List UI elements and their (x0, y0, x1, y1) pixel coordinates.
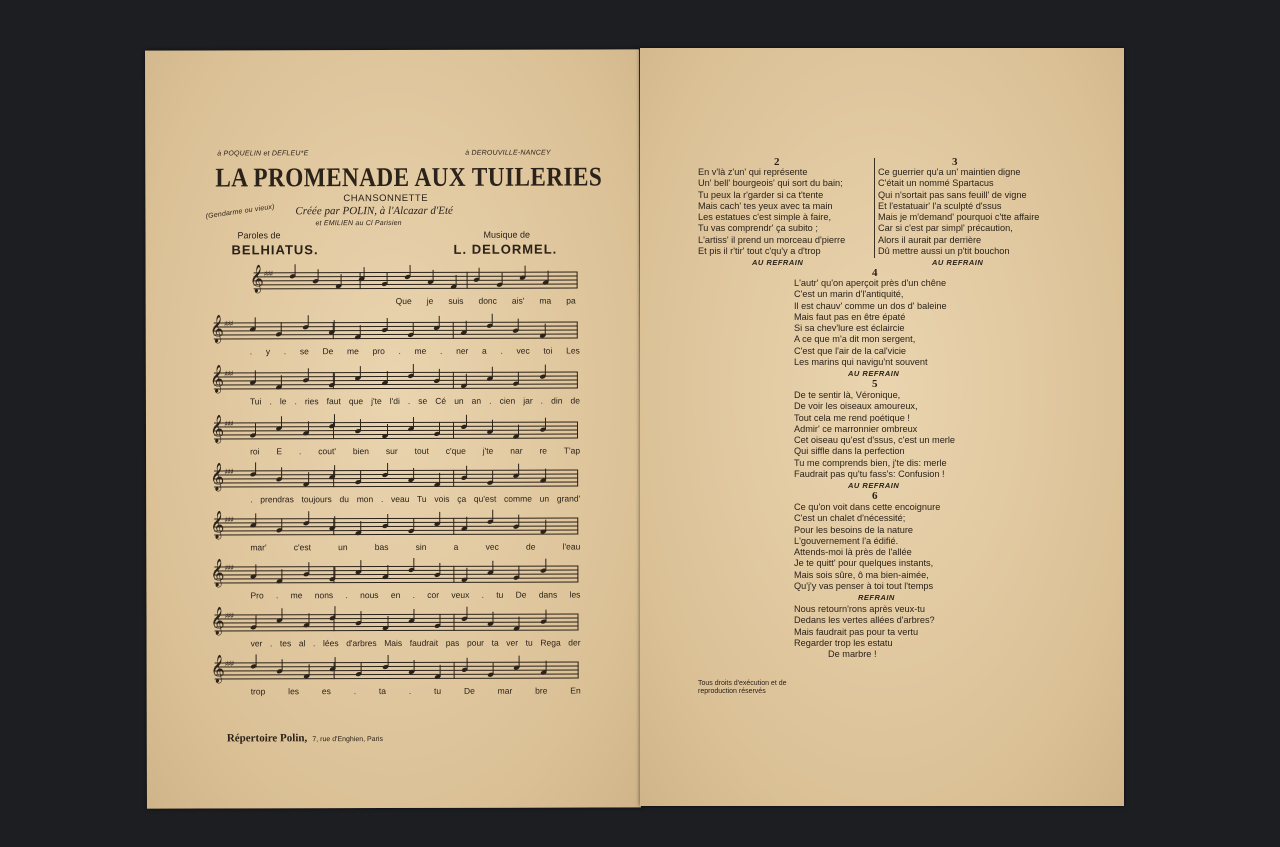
music-label: Musique de (483, 229, 531, 240)
note-stem (387, 272, 388, 284)
bar-line (577, 372, 578, 389)
bar-line (453, 614, 454, 631)
note-stem (387, 371, 388, 383)
verse-line: Et pis il r'tir' tout c'qu'y a d'trop (698, 246, 821, 257)
note-stem (545, 661, 546, 673)
note-stem (492, 420, 493, 432)
note-stem (281, 416, 282, 428)
note-stem (335, 657, 336, 669)
note-stem (308, 511, 309, 523)
staff-line (254, 284, 578, 286)
note-stem (456, 275, 457, 287)
song-title: LA PROMENADE AUX TUILERIES (215, 161, 603, 193)
verse-line: Tout cela me rend poétique ! (794, 412, 910, 423)
staff-line (215, 662, 579, 664)
staff-line (214, 380, 578, 382)
sheet-music-page (145, 49, 641, 808)
note-stem (334, 606, 335, 618)
note-stem (492, 471, 493, 483)
second-creator: et EMILIEN au Cl Parisien (315, 219, 402, 228)
key-signature-icon: ♯♯♯ (223, 369, 233, 379)
note-stem (360, 470, 361, 482)
verse-number-6: 6 (872, 490, 878, 502)
verse-line: Les estatues c'est simple à faire, (698, 212, 831, 223)
note-stem (361, 560, 362, 572)
rights-line: reproduction réservés (698, 688, 766, 695)
note-stem (255, 317, 256, 329)
verse-line: De te sentir là, Véronique, (794, 390, 901, 400)
bar-line (577, 422, 578, 439)
staff-line (214, 338, 578, 340)
note-stem (440, 614, 441, 626)
note-stem (282, 659, 283, 671)
bar-line (453, 470, 454, 487)
verse-line: Tu me comprends bien, j'te dis: merle (794, 457, 947, 468)
music-staff (209, 364, 578, 393)
rights-notice (698, 680, 787, 696)
note-stem (413, 468, 414, 480)
verse-line: L'artiss' il prend un morceau d'pierre (698, 234, 846, 245)
verse-line: Si sa chev'lure est éclaircie (794, 323, 905, 334)
note-stem (413, 519, 414, 531)
side-note: (Gendarme ou vieux) (205, 203, 276, 221)
note-stem (256, 654, 257, 666)
music-staff (210, 654, 579, 683)
key-signature-icon: ♯♯♯ (223, 319, 233, 329)
column-divider (874, 158, 875, 258)
treble-clef-icon: 𝄞 (209, 414, 225, 443)
note-stem (466, 374, 467, 386)
bar-line (453, 422, 454, 439)
note-stem (519, 566, 520, 578)
note-stem (544, 324, 545, 336)
note-stem (255, 564, 256, 576)
note-stem (387, 463, 388, 475)
note-stem (308, 613, 309, 625)
staff-line (214, 574, 578, 576)
staff-line (214, 522, 578, 524)
note-stem (439, 422, 440, 434)
staff-lyrics: Que je suis donc ais' ma pa (395, 295, 576, 306)
staff-lyrics: . prendras toujours du mon . veau Tu vois ça qu'est comme un grand' (250, 493, 581, 505)
note-stem (413, 323, 414, 335)
verse-line: Et l'estatuair' l'a sculpté d'ssus (878, 200, 1002, 211)
bar-line (577, 470, 578, 487)
note-stem (545, 520, 546, 532)
staff-line (214, 470, 578, 472)
note-stem (308, 421, 309, 433)
verse-line: L'gouvernement l'a édifié. (794, 535, 899, 546)
note-stem (440, 665, 441, 677)
note-stem (334, 320, 335, 332)
note-stem (255, 513, 256, 525)
note-stem (334, 414, 335, 426)
bar-line (578, 662, 579, 679)
note-stem (440, 563, 441, 575)
lyrics-page (640, 48, 1124, 806)
music-staff (210, 462, 578, 491)
note-stem (334, 567, 335, 579)
note-stem (295, 264, 296, 276)
verse-number-4: 4 (872, 267, 878, 279)
staff-line (215, 622, 579, 624)
final-refrain (794, 604, 935, 660)
verse-line: Ce qu'on voit dans cette encoignure (794, 502, 941, 512)
note-stem (492, 510, 493, 522)
verse-line: Les marins qui navigu'nt souvent (794, 357, 928, 368)
staff-line (214, 384, 578, 386)
verse-line: De voir les oiseaux amoureux, (794, 401, 918, 412)
verse-line: Dû mettre aussi un p'tit bouchon (878, 246, 1010, 257)
verse-number-5: 5 (872, 378, 878, 390)
publisher-imprint (227, 726, 383, 745)
verse-line: Dedans les vertes allées d'arbres? (794, 615, 935, 626)
note-stem (548, 271, 549, 283)
performers-right: à DEROUVILLE-NANCEY (465, 149, 551, 157)
key-signature-icon: ♯♯♯ (224, 611, 234, 621)
verse-line: En v'là z'un' qui représente (698, 167, 808, 177)
note-stem (545, 559, 546, 571)
verse-line: Car si c'est par simpl' précaution, (878, 223, 1013, 234)
verse-line: Ce guerrier qu'a un' maintien digne (878, 167, 1021, 177)
key-signature-icon: ♯♯♯ (223, 419, 233, 429)
staff-line (215, 674, 579, 676)
staff-line (215, 626, 579, 628)
verse-line: Tu peux la r'garder si ca t'tente (698, 189, 824, 200)
staff-line (214, 526, 578, 528)
note-stem (387, 616, 388, 628)
note-stem (545, 610, 546, 622)
staff-line (214, 430, 578, 432)
note-stem (519, 515, 520, 527)
staff-lyrics: . y . se De me pro . me . ner a . vec toi Les (249, 345, 580, 357)
note-stem (281, 375, 282, 387)
verse-line: Je te quitt' pour quelques instants, (794, 558, 934, 569)
note-stem (518, 464, 519, 476)
key-signature-icon: ♯♯♯ (224, 515, 233, 525)
note-stem (502, 273, 503, 285)
note-stem (360, 419, 361, 431)
treble-clef-icon: 𝄞 (210, 654, 225, 683)
verse-line: Cet oiseau qu'est d'ssus, c'est un merle (794, 435, 956, 446)
staff-line (214, 334, 578, 336)
bar-line (467, 272, 468, 289)
note-stem (255, 462, 256, 474)
staff-line (214, 482, 578, 484)
note-stem (334, 516, 335, 528)
verse-5 (794, 390, 955, 480)
staff-line (214, 578, 578, 580)
bar-line (453, 518, 454, 535)
music-staff (210, 606, 578, 635)
refrain-label-2: AU REFRAIN (752, 258, 804, 267)
staff-lyrics: Pro . me nons . nous en . cor veux . tu De dans les (250, 589, 581, 601)
note-stem (413, 609, 414, 621)
staff-line (214, 422, 578, 424)
note-stem (308, 472, 309, 484)
note-stem (387, 424, 388, 436)
staff-line (214, 566, 578, 568)
staff-lyrics: ver . tes al . lées d'arbres Mais faudrait pas pour ta ver tu Rega der (250, 637, 581, 649)
staff-line (215, 670, 579, 672)
verse-line: Mais cach' tes yeux avec ta main (698, 200, 833, 211)
note-stem (308, 562, 309, 574)
note-stem (492, 314, 493, 326)
bar-line (577, 272, 578, 289)
note-stem (282, 608, 283, 620)
note-stem (387, 565, 388, 577)
staff-line (214, 326, 578, 328)
note-stem (479, 268, 480, 280)
note-stem (518, 319, 519, 331)
verse-line: Un' bell' bourgeois' qui sort du bain; (698, 178, 843, 189)
note-stem (466, 466, 467, 478)
lyricist: BELHIATUS. (231, 242, 319, 258)
note-stem (341, 274, 342, 286)
verse-number-3: 3 (952, 156, 958, 168)
verse-number-2: 2 (774, 156, 780, 168)
staff-line (254, 276, 578, 278)
staff-line (214, 388, 578, 390)
note-stem (318, 269, 319, 281)
verse-6 (794, 502, 940, 592)
verse-line: Pour les besoins de la nature (794, 524, 914, 535)
note-stem (414, 660, 415, 672)
key-signature-icon: ♯♯♯ (224, 659, 234, 669)
refrain-label-4: AU REFRAIN (848, 369, 900, 378)
verse-line: Qu'j'y vas penser à toi tout l'temps (794, 581, 934, 592)
staff-line (254, 288, 578, 290)
staff-line (214, 372, 578, 374)
verse-line: Il est chauv' comme un dos d' baleine (794, 300, 947, 311)
note-stem (466, 658, 467, 670)
staff-line (215, 678, 579, 680)
verse-3 (878, 167, 1039, 257)
staff-lyrics: mar' c'est un bas sin a vec de l'eau (250, 541, 581, 553)
note-stem (492, 612, 493, 624)
refrain-label-5: AU REFRAIN (848, 481, 900, 490)
verse-line: Regarder trop les estatu (794, 637, 893, 648)
treble-clef-icon: 𝄞 (209, 364, 225, 393)
staff-line (215, 630, 579, 632)
staff-line (214, 582, 578, 584)
genre-label: CHANSONNETTE (343, 192, 429, 205)
note-stem (361, 662, 362, 674)
composer: L. DELORMEL. (453, 241, 558, 257)
note-stem (413, 364, 414, 376)
note-stem (255, 615, 256, 627)
music-staff (210, 558, 578, 587)
performers-left: à POQUELIN et DEFLEU*E (217, 150, 309, 158)
staff-line (214, 570, 578, 572)
verse-line: C'est un chalet d'nécessité; (794, 513, 906, 524)
verse-line: Mais faudrait pas pour ta vertu (794, 626, 919, 637)
key-signature-icon: ♯♯♯ (224, 467, 233, 477)
note-stem (439, 473, 440, 485)
staff-line (214, 474, 578, 476)
verse-line: De marbre ! (828, 649, 877, 660)
verse-line: C'est que l'air de la cal'vicie (794, 345, 906, 356)
bar-line (577, 518, 578, 535)
verse-line: C'est un marin d'l'antiquité, (794, 289, 904, 300)
rights-line: Tous droits d'exécution et de (698, 680, 787, 687)
key-signature-icon: ♯♯♯ (224, 563, 233, 573)
music-staff (210, 510, 578, 539)
note-stem (334, 465, 335, 477)
staff-line (214, 614, 578, 616)
staff-lyrics: trop les es . ta . tu De mar bre En (250, 685, 581, 697)
bar-line (577, 566, 578, 583)
note-stem (466, 517, 467, 529)
staff-line (254, 280, 578, 282)
staff-line (215, 666, 579, 668)
staff-line (214, 330, 578, 332)
note-stem (282, 518, 283, 530)
note-stem (518, 372, 519, 384)
verse-4 (794, 278, 947, 368)
bar-line (577, 322, 578, 339)
note-stem (492, 561, 493, 573)
note-stem (439, 316, 440, 328)
treble-clef-icon: 𝄞 (249, 264, 264, 293)
publisher-address: 7, rue d'Enghien, Paris (312, 736, 383, 744)
verse-line: Qui n'sortait pas sans feuill' de vigne (878, 189, 1027, 200)
publisher-name: Répertoire Polin, (226, 732, 308, 745)
note-stem (466, 415, 467, 427)
verse-line: Tu vas comprendr' ça subito ; (698, 223, 818, 234)
verse-2 (698, 167, 845, 257)
note-stem (413, 558, 414, 570)
verse-line: Nous retourn'rons après veux-tu (794, 604, 925, 614)
note-stem (334, 373, 335, 385)
note-stem (525, 266, 526, 278)
verse-line: C'était un nommé Spartacus (878, 178, 994, 189)
treble-clef-icon: 𝄞 (210, 462, 225, 491)
music-staff (209, 314, 578, 343)
note-stem (360, 325, 361, 337)
note-stem (387, 655, 388, 667)
note-stem (545, 469, 546, 481)
verse-line: Qui siffle dans la perfection (794, 446, 905, 457)
note-stem (361, 521, 362, 533)
staff-line (214, 376, 578, 378)
music-staff (209, 414, 578, 443)
note-stem (492, 367, 493, 379)
verse-line: Mais faut pas en être épaté (794, 311, 906, 322)
verse-line: Faudrait pas qu'tu fass's: Confusion ! (794, 469, 945, 480)
staff-line (214, 434, 578, 436)
note-stem (307, 368, 308, 380)
note-stem (282, 569, 283, 581)
note-stem (518, 425, 519, 437)
staff-line (214, 518, 578, 520)
staff-lyrics: roi E . cout' bien sur tout c'que j'te nar re T'ap (250, 445, 581, 457)
note-stem (255, 423, 256, 435)
treble-clef-icon: 𝄞 (209, 314, 224, 343)
note-stem (519, 656, 520, 668)
note-stem (387, 514, 388, 526)
note-stem (439, 369, 440, 381)
treble-clef-icon: 𝄞 (210, 558, 225, 587)
staff-line (214, 478, 578, 480)
note-stem (386, 318, 387, 330)
note-stem (360, 366, 361, 378)
verse-line: Mais sois sûre, ô ma bien-aimée, (794, 569, 929, 580)
staff-line (214, 322, 578, 324)
note-stem (308, 664, 309, 676)
verse-line: Mais je m'demand' pourquoi c'tte affaire (878, 212, 1040, 223)
treble-clef-icon: 𝄞 (210, 606, 225, 635)
note-stem (281, 322, 282, 334)
bar-line (577, 614, 578, 631)
key-signature-icon: ♯♯♯ (263, 269, 273, 279)
final-refrain-label: REFRAIN (858, 593, 895, 602)
note-stem (364, 267, 365, 279)
note-stem (545, 418, 546, 430)
bar-line (453, 566, 454, 583)
bar-line (454, 662, 455, 679)
staff-line (214, 618, 578, 620)
bar-line (453, 372, 454, 389)
verse-line: Attends-moi là près de l'allée (794, 547, 912, 558)
staff-line (214, 530, 578, 532)
staff-lyrics: Tui . le . ries faut que j'te l'di . se Cé un an . cien jar . din de (249, 395, 580, 407)
note-stem (255, 370, 256, 382)
staff-line (214, 486, 578, 488)
created-by: Créée par POLIN, à l'Alcazar d'Eté (295, 204, 453, 218)
note-stem (281, 467, 282, 479)
treble-clef-icon: 𝄞 (210, 510, 225, 539)
music-staff (249, 264, 578, 293)
note-stem (413, 417, 414, 429)
note-stem (433, 270, 434, 282)
note-stem (361, 611, 362, 623)
note-stem (307, 315, 308, 327)
note-stem (519, 617, 520, 629)
note-stem (466, 568, 467, 580)
staff-line (214, 438, 578, 440)
note-stem (440, 512, 441, 524)
note-stem (544, 365, 545, 377)
staff-line (214, 534, 578, 536)
bar-line (453, 322, 454, 339)
staff-line (254, 272, 578, 274)
note-stem (410, 265, 411, 277)
note-stem (465, 321, 466, 333)
verse-line: L'autr' qu'on aperçoit près d'un chêne (794, 278, 947, 288)
staff-line (214, 426, 578, 428)
verse-line: Alors il aurait par derrière (878, 234, 982, 245)
note-stem (466, 607, 467, 619)
refrain-label-3: AU REFRAIN (932, 258, 984, 267)
verse-line: A ce que m'a dit mon sergent, (794, 334, 916, 345)
lyrics-label: Paroles de (237, 230, 281, 241)
note-stem (493, 663, 494, 675)
verse-line: Admir' ce marronnier ombreux (794, 423, 918, 434)
